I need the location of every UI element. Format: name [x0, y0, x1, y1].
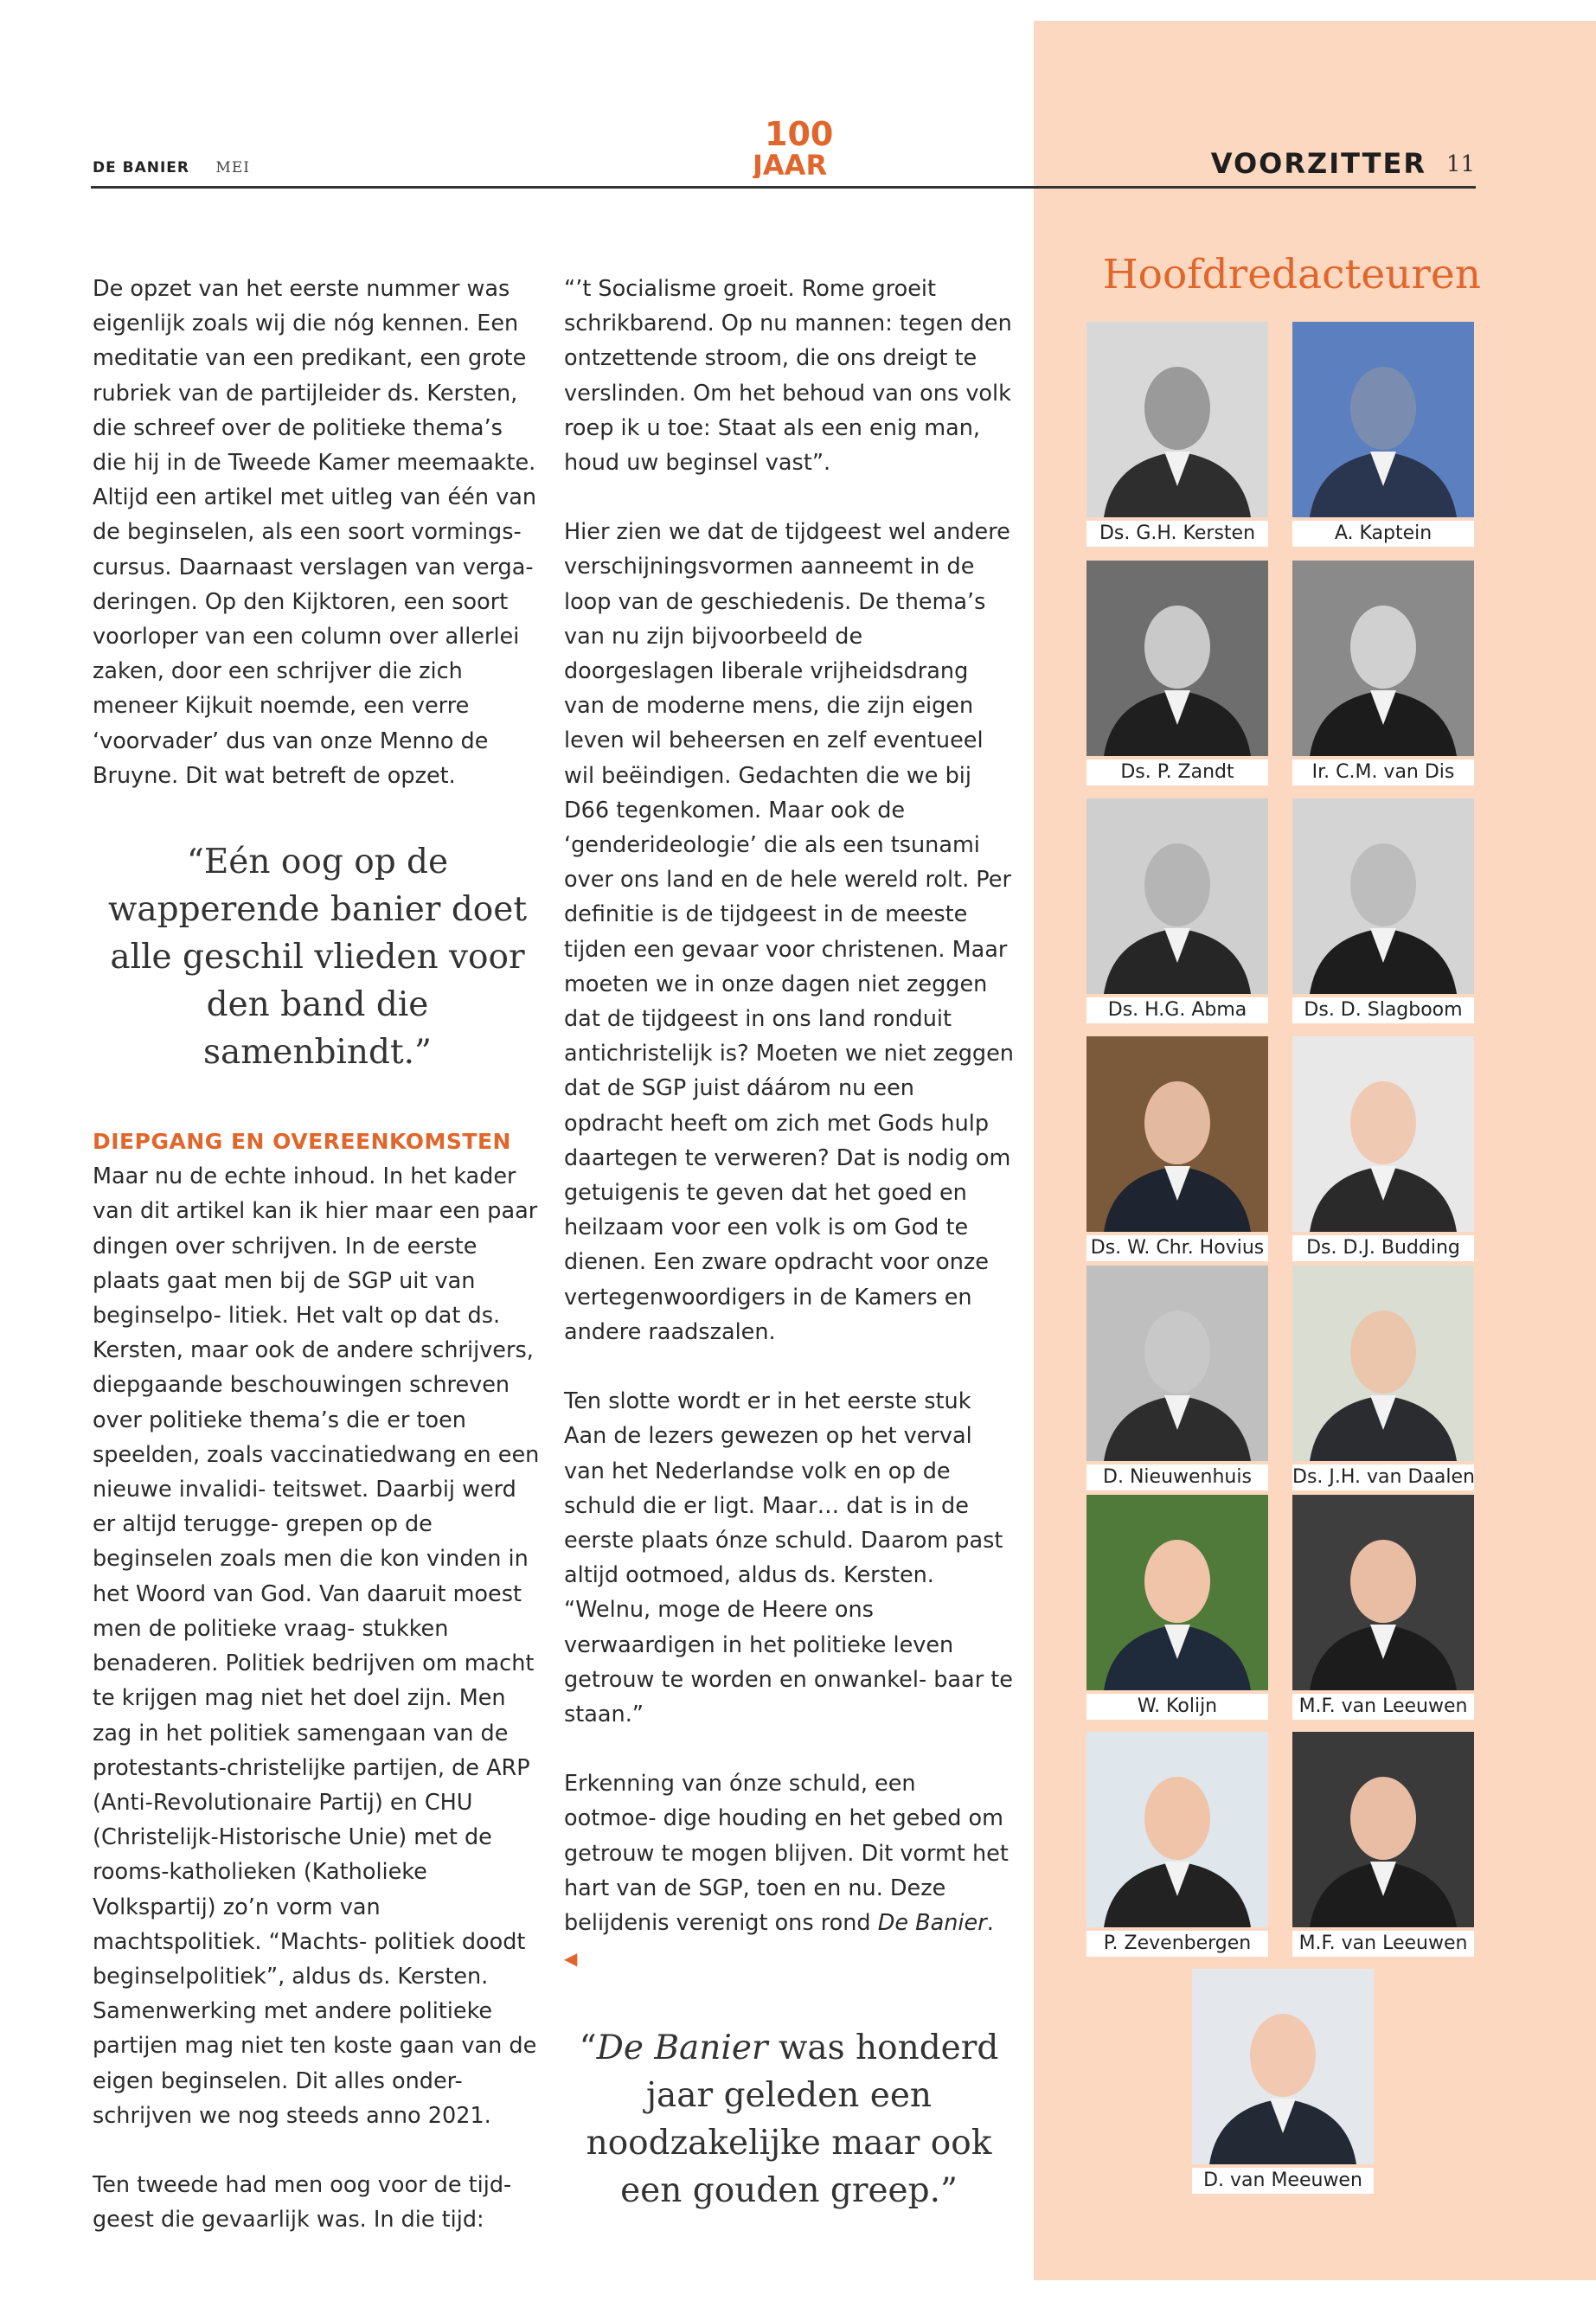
article-column-2	[564, 272, 1014, 2263]
portrait-photo	[1292, 561, 1474, 756]
portrait-caption: M.F. van Leeuwen	[1292, 1931, 1474, 1957]
header-rule	[91, 186, 1476, 189]
portrait	[1086, 1732, 1268, 1957]
subheading: DIEPGANG EN OVEREENKOMSTEN	[93, 1129, 511, 1155]
paragraph-text: Erkenning van ónze schuld, een ootmoe- dige houding en het gebed om getrouw te mogen blijven. Dit vormt het hart van de SGP, toen en nu. Deze belijdenis verenigt ons rond	[564, 1771, 1009, 1936]
paragraph: “’t Socialisme groeit. Rome groeit schrikbarend. Op nu mannen: tegen den ontzettende stroom, die ons dreigt te verslinden. Om het behoud van ons volk roep ik u toe: Staat als een enig man, houd uw beginsel vast”.	[564, 276, 1012, 477]
portrait-caption: D. Nieuwenhuis	[1086, 1465, 1268, 1490]
portrait	[1292, 322, 1474, 547]
paragraph: Maar nu de echte inhoud. In het kader van dit artikel kan ik hier maar een paar dingen over schrijven. In de eerste plaats gaat men bij de SGP uit van beginselpo- litiek. Het valt op dat ds. Kersten, maar ook de andere schrijvers, diepgaande beschouwingen schreven over politieke thema’s die er toen speelden, zoals vaccinatiedwang en een nieuwe invalidi- teitswet. Daarbij werd er altijd terugge- grepen op de beginselen zoals men die kon vinden in het Woord van God. Van daaruit moest men de politieke vraag- stukken benaderen. Politiek bedrijven om macht te krijgen mag niet het doel zijn. Men zag in het politiek samengaan van de protestants-christelijke partijen, de ARP (Anti-Revolutionaire Partij) en CHU (Christelijk-Historische Unie) met de rooms-katholieken (Katholieke Volkspartij) zo’n vorm van machtspolitiek. “Machts- politiek doodt beginselpolitiek”, aldus ds. Kersten. Samenwerking met andere politieke partijen mag niet ten koste gaan van de eigen beginselen. Dit alles onder- schrijven we nog steeds anno 2021.	[93, 1163, 540, 2129]
portrait-caption: Ds. H.G. Abma	[1086, 997, 1268, 1023]
paragraph: De opzet van het eerste nummer was eigenlijk zoals wij die nóg kennen. Een meditatie van een predikant, een grote rubriek van de partijleider ds. Kersten, die schreef over de politieke thema’s die hij in de Tweede Kamer meemaakte. Altijd een artikel met uitleg van één van de beginselen, als een soort vormings- cursus. Daarnaast verslagen van verga- deringen. Op den Kijktoren, een soort voorloper van een column over allerlei zaken, door een schrijver die zich meneer Kijkuit noemde, een verre ‘voorvader’ dus van onze Menno de Bruyne. Dit wat betreft de opzet.	[93, 276, 537, 789]
end-mark-icon: ◀	[564, 1948, 578, 1970]
portrait-photo	[1086, 1266, 1268, 1461]
portrait	[1086, 1036, 1268, 1261]
portrait-photo	[1292, 1732, 1474, 1927]
running-header	[93, 159, 250, 176]
portrait-photo	[1086, 561, 1268, 756]
portrait	[1292, 1036, 1474, 1261]
page-number: 11	[1445, 151, 1475, 177]
portrait	[1086, 1266, 1268, 1490]
portrait-caption: Ir. C.M. van Dis	[1292, 760, 1474, 785]
portrait-caption: Ds. P. Zandt	[1086, 760, 1268, 785]
portrait	[1292, 1266, 1474, 1490]
portrait-caption: Ds. D. Slagboom	[1292, 997, 1474, 1023]
pull-quote	[564, 2024, 1014, 2214]
portrait-photo	[1292, 1266, 1474, 1461]
portrait-photo	[1086, 1732, 1268, 1927]
issue-month: MEI	[215, 159, 250, 176]
portrait-photo	[1086, 798, 1268, 994]
paragraph: Ten slotte wordt er in het eerste stuk Aan de lezers gewezen op het verval van het Nederlandse volk en op de schuld die er ligt. Maar… dat is in de eerste plaats ónze schuld. Daarom past altijd ootmoed, aldus ds. Kersten. “Welnu, moge de Heere ons verwaardigen in het politieke leven getrouw te worden en onwankel- baar te staan.”	[564, 1388, 1013, 1727]
quote-open: “	[579, 2029, 597, 2068]
portrait-photo	[1292, 1495, 1474, 1690]
paragraph: Ten tweede had men oog voor de tijd- geest die gevaarlijk was. In die tijd:	[93, 2171, 512, 2234]
logo-number: 100	[765, 115, 834, 153]
portrait-photo	[1086, 1036, 1268, 1232]
portrait-caption: Ds. W. Chr. Hovius	[1086, 1235, 1268, 1261]
portrait	[1292, 798, 1474, 1023]
section-title: VOORZITTER	[1210, 147, 1426, 180]
portrait-caption: Ds. G.H. Kersten	[1086, 521, 1268, 547]
paragraph: Hier zien we dat de tijdgeest wel andere verschijningsvormen aanneemt in de loop van de geschiedenis. De thema’s van nu zijn bijvoorbeeld de doorgeslagen liberale vrijheidsdrang van de moderne mens, die zijn eigen leven wil beheersen en zelf eventueel wil beëindigen. Gedachten die we bij D66 tegenkomen. Maar ook de ‘genderideologie’ die als een tsunami over ons land en de hele wereld rolt. Per definitie is de tijdgeest in de meeste tijden een gevaar voor christenen. Maar moeten we in onze dagen niet zeggen dat de tijdgeest in ons land ronduit antichristelijk is? Moeten we niet zeggen dat de SGP juist dáárom nu een opdracht heeft om zich met Gods hulp daartegen te verweren? Dat is nodig om getuigenis te geven dat het goed en heilzaam voor een volk is om God te dienen. Een zware opdracht voor onze vertegenwoordigers in de Kamers en andere raadszalen.	[564, 519, 1014, 1345]
quote-italic: De Banier	[596, 2029, 768, 2068]
portrait-caption: W. Kolijn	[1086, 1694, 1268, 1720]
portrait-photo	[1292, 798, 1474, 994]
portrait	[1086, 561, 1268, 785]
sidebar-title: Hoofdredacteuren	[1102, 251, 1481, 298]
portrait-photo	[1192, 1969, 1374, 2164]
portrait-photo	[1292, 1036, 1474, 1232]
pull-quote: “Eén oog op de wapperende banier doet alle geschil vlieden voor den band die samenbindt.”	[107, 843, 528, 1073]
portrait-caption: D. van Meeuwen	[1192, 2168, 1374, 2194]
portrait-caption: Ds. J.H. van Daalen	[1292, 1465, 1474, 1490]
closing-paragraph	[564, 1766, 1014, 1976]
portrait	[1086, 798, 1268, 1023]
article-column-1	[93, 272, 542, 2237]
portrait-caption: A. Kaptein	[1292, 521, 1474, 547]
paragraph-end: .	[986, 1909, 994, 1936]
portrait-photo	[1086, 322, 1268, 517]
portrait	[1086, 1495, 1268, 1720]
portrait	[1292, 1732, 1474, 1957]
portrait-photo	[1292, 322, 1474, 517]
portrait	[1292, 561, 1474, 785]
magazine-title-italic: De Banier	[877, 1909, 987, 1936]
portrait-photo	[1086, 1495, 1268, 1690]
portrait-caption: M.F. van Leeuwen	[1292, 1694, 1474, 1720]
logo-word: JAAR	[753, 149, 828, 178]
portrait	[1292, 1495, 1474, 1720]
portrait-caption: Ds. D.J. Budding	[1292, 1235, 1474, 1261]
portrait	[1086, 322, 1268, 547]
portrait	[1192, 1969, 1374, 2194]
magazine-name: DE BANIER	[93, 159, 190, 176]
portrait-caption: P. Zevenbergen	[1086, 1931, 1268, 1957]
100-jaar-logo	[753, 111, 848, 178]
quote-text: was honderd jaar geleden een noodzakelijke maar ook een gouden greep.”	[586, 2029, 999, 2211]
